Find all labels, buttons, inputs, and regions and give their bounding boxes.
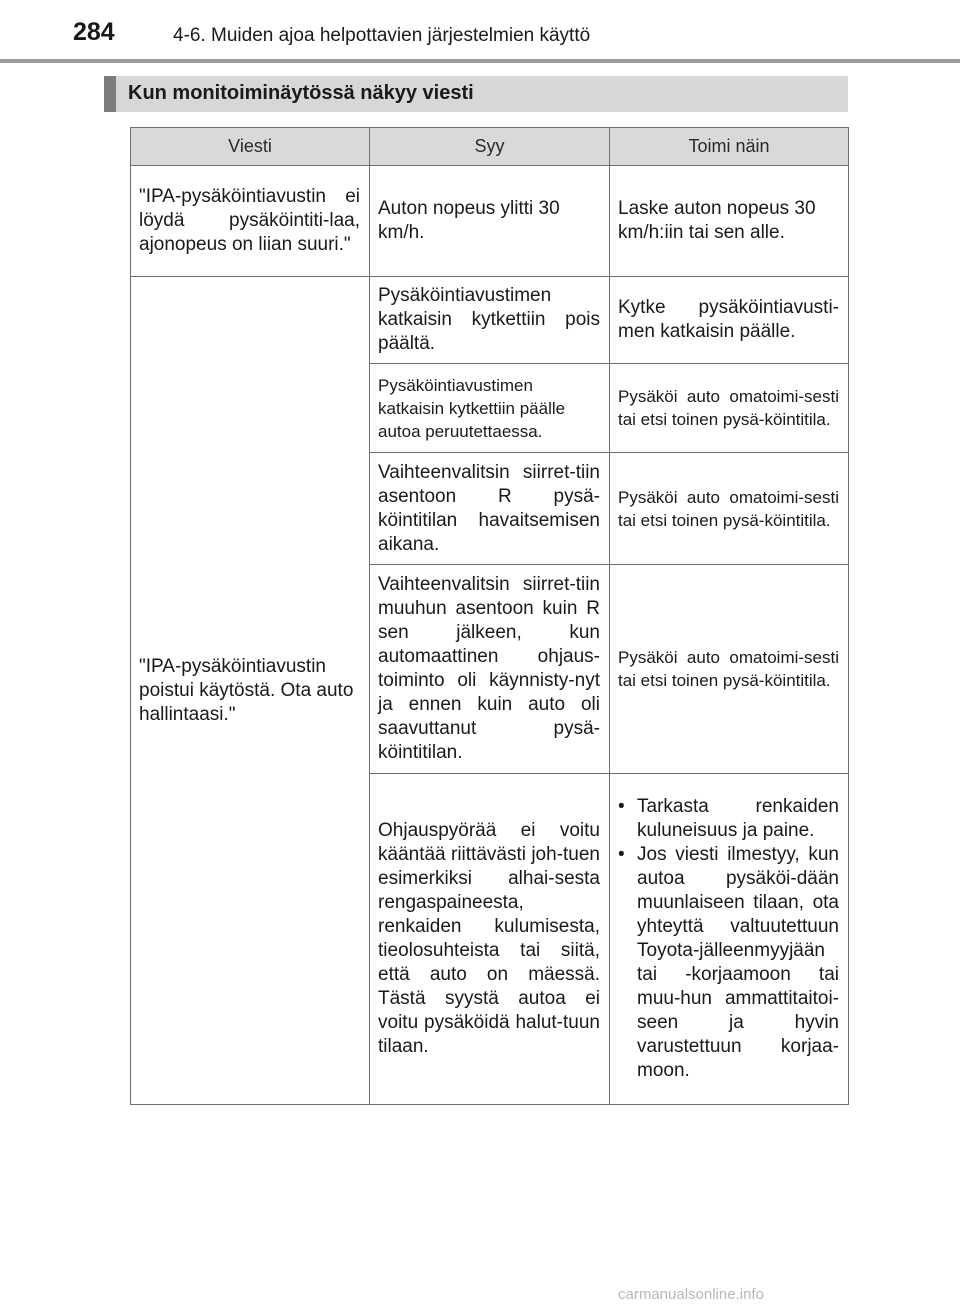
cause-cell: Pysäköintiavustimen katkaisin kytkettiin päälle autoa peruutettaessa. bbox=[370, 364, 610, 453]
table-row bbox=[131, 277, 849, 364]
table-header-row bbox=[131, 128, 849, 166]
section-heading-text: Kun monitoiminäytössä näkyy viesti bbox=[128, 82, 474, 104]
chapter-title: 4-6. Muiden ajoa helpottavien järjestelmien käyttö bbox=[173, 25, 591, 46]
cause-cell: Vaihteenvalitsin siirret-tiin muuhun asentoon kuin R sen jälkeen, kun automaattinen ohjaus-toiminto oli käynnisty-nyt ja ennen kuin auto oli saavuttanut pysä-köintitilan. bbox=[370, 565, 610, 774]
action-bullet-list bbox=[618, 795, 839, 1083]
cause-cell: Ohjauspyörää ei voitu kääntää riittävästi joh-tuen esimerkiksi alhai-sesta rengaspaineesta, renkaiden kulumisesta, tieolosuhteista tai siitä, että auto on mäessä. Tästä syystä autoa ei voitu pysäköidä halut-tuun tilaan. bbox=[370, 774, 610, 1105]
column-header-action: Toimi näin bbox=[610, 128, 849, 166]
table-row bbox=[131, 166, 849, 277]
column-header-message: Viesti bbox=[131, 128, 370, 166]
action-cell: Pysäköi auto omatoimi-sesti tai etsi toinen pysä-köintitila. bbox=[610, 453, 849, 565]
header-divider bbox=[0, 59, 960, 63]
cause-cell: Pysäköintiavustimen katkaisin kytkettiin pois päältä. bbox=[370, 277, 610, 364]
action-cell: Pysäköi auto omatoimi-sesti tai etsi toinen pysä-köintitila. bbox=[610, 364, 849, 453]
action-cell: Pysäköi auto omatoimi-sesti tai etsi toinen pysä-köintitila. bbox=[610, 565, 849, 774]
message-cell: "IPA-pysäköintiavustin ei löydä pysäköintiti-laa, ajonopeus on liian suuri." bbox=[131, 166, 370, 277]
cause-cell: Auton nopeus ylitti 30 km/h. bbox=[370, 166, 610, 277]
section-heading-accent bbox=[104, 76, 116, 112]
messages-table bbox=[130, 127, 849, 1105]
action-cell bbox=[610, 774, 849, 1105]
watermark: carmanualsonline.info bbox=[618, 1286, 764, 1303]
page-number: 284 bbox=[73, 18, 115, 46]
column-header-cause: Syy bbox=[370, 128, 610, 166]
action-cell: Kytke pysäköintiavusti-men katkaisin päälle. bbox=[610, 277, 849, 364]
section-heading bbox=[104, 76, 848, 112]
message-cell: "IPA-pysäköintiavustin poistui käytöstä. Ota auto hallintaasi." bbox=[131, 277, 370, 1105]
action-cell: Laske auton nopeus 30 km/h:iin tai sen alle. bbox=[610, 166, 849, 277]
cause-cell: Vaihteenvalitsin siirret-tiin asentoon R pysä-köintitilan havaitsemisen aikana. bbox=[370, 453, 610, 565]
action-bullet-item: • Tarkasta renkaiden kuluneisuus ja paine. bbox=[618, 795, 839, 843]
action-bullet-item: • Jos viesti ilmestyy, kun autoa pysäköi-dään muunlaiseen tilaan, ota yhteyttä valtuutettuun Toyota-jälleenmyyjään tai -korjaamoon tai muu-hun ammattitaitoi-seen ja hyvin varustettuun korjaa-moon. bbox=[618, 843, 839, 1083]
